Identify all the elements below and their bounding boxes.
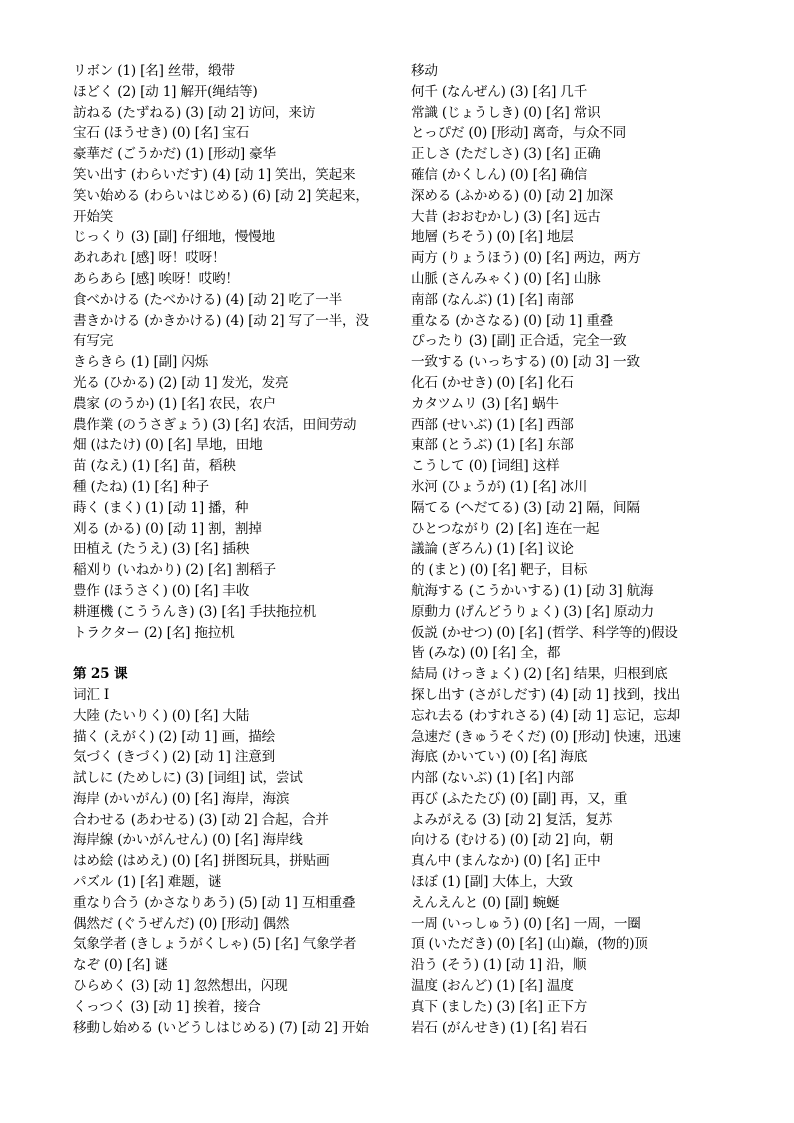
vocab-entry: カタツムリ (3) [名] 蜗牛 (411, 395, 559, 412)
vocab-entry: じっくり (3) [副] 仔细地，慢慢地 (73, 229, 275, 246)
vocab-entry: あらあら [感] 唉呀！哎哟！ (73, 270, 239, 287)
vocab-entry: 开始笑 (73, 208, 114, 225)
vocab-entry: 結局 (けっきょく) (2) [名] 结果，归根到底 (411, 666, 668, 683)
vocab-entry: パズル (1) [名] 难题，谜 (73, 874, 222, 891)
vocab-entry: こうして (0) [词组] 这样 (411, 458, 560, 475)
vocab-entry: 田植え (たうえ) (3) [名] 插秧 (73, 541, 250, 558)
vocab-entry: 笑い始める (わらいはじめる) (6) [动 2] 笑起来， (73, 187, 369, 204)
vocab-entry: 海岸 (かいがん) (0) [名] 海岸，海滨 (73, 790, 290, 807)
vocab-entry: 的 (まと) (0) [名] 靶子，目标 (411, 562, 588, 579)
vocab-entry: 豊作 (ほうさく) (0) [名] 丰收 (73, 582, 250, 599)
vocab-entry: ほぼ (1) [副] 大体上，大致 (411, 874, 573, 891)
vocab-entry: えんえんと (0) [副] 蜿蜒 (411, 894, 560, 911)
vocab-entry: 稲刈り (いねかり) (2) [名] 割稻子 (73, 562, 276, 579)
vocab-entry: 海底 (かいてい) (0) [名] 海底 (411, 749, 588, 766)
vocab-entry: 南部 (なんぶ) (1) [名] 南部 (411, 291, 574, 308)
vocab-entry: 蒔く (まく) (1) [动 1] 播，种 (73, 499, 249, 516)
vocab-entry: よみがえる (3) [动 2] 复活，复苏 (411, 811, 613, 828)
vocab-entry: 温度 (おんど) (1) [名] 温度 (411, 978, 574, 995)
vocab-entry: 内部 (ないぶ) (1) [名] 内部 (411, 770, 574, 787)
vocab-entry: 頂 (いただき) (0) [名] (山)巅，(物的)顶 (411, 936, 648, 953)
vocab-entry: ひらめく (3) [动 1] 忽然想出，闪现 (73, 978, 288, 995)
vocab-entry: 大昔 (おおむかし) (3) [名] 远古 (411, 208, 601, 225)
vocab-entry: 議論 (ぎろん) (1) [名] 议论 (411, 541, 574, 558)
vocab-entry: きらきら (1) [副] 闪烁 (73, 354, 208, 371)
vocab-entry: 畑 (はたけ) (0) [名] 旱地，田地 (73, 437, 263, 454)
vocab-entry: あれあれ [感] 呀！哎呀！ (73, 250, 226, 267)
vocab-entry: 気づく (きづく) (2) [动 1] 注意到 (73, 749, 276, 766)
vocab-entry: 宝石 (ほうせき) (0) [名] 宝石 (73, 125, 250, 142)
vocab-entry: 種 (たね) (1) [名] 种子 (73, 478, 209, 495)
vocab-entry: ひとつながり (2) [名] 连在一起 (411, 520, 600, 537)
vocab-entry: 耕運機 (こううんき) (3) [名] 手扶拖拉机 (73, 603, 317, 620)
vocab-entry: 描く (えがく) (2) [动 1] 画，描绘 (73, 728, 276, 745)
vocab-entry: 刈る (かる) (0) [动 1] 割，割掉 (73, 520, 262, 537)
vocab-entry: 深める (ふかめる) (0) [动 2] 加深 (411, 187, 614, 204)
vocab-entry: 海岸線 (かいがんせん) (0) [名] 海岸线 (73, 832, 303, 849)
vocab-entry: 再び (ふたたび) (0) [副] 再，又，重 (411, 790, 628, 807)
vocab-entry: 真下 (ました) (3) [名] 正下方 (411, 998, 588, 1015)
vocab-entry: リボン (1) [名] 丝带，缎带 (73, 63, 235, 79)
vocab-entry: 重なる (かさなる) (0) [动 1] 重叠 (411, 312, 614, 329)
vocab-entry: なぞ (0) [名] 谜 (73, 957, 168, 974)
vocab-entry: 苗 (なえ) (1) [名] 苗，稻秧 (73, 458, 236, 475)
vocab-entry: とっぴだ (0) [形动] 离奇，与众不同 (411, 125, 627, 142)
vocab-entry: 偶然だ (ぐうぜんだ) (0) [形动] 偶然 (73, 915, 290, 932)
vocab-entry: 移动 (411, 63, 438, 79)
vocab-entry: 気象学者 (きしょうがくしゃ) (5) [名] 气象学者 (73, 936, 357, 953)
vocab-entry: 隔てる (へだてる) (3) [动 2] 隔，间隔 (411, 499, 640, 516)
right-column (411, 61, 711, 1038)
vocab-entry: 探し出す (さがしだす) (4) [动 1] 找到，找出 (411, 686, 681, 703)
vocab-entry: 山脈 (さんみゃく) (0) [名] 山脉 (411, 270, 601, 287)
vocab-entry: 東部 (とうぶ) (1) [名] 东部 (411, 437, 574, 454)
vocab-entry: 地層 (ちそう) (0) [名] 地层 (411, 229, 574, 246)
vocab-entry: 豪華だ (ごうかだ) (1) [形动] 豪华 (73, 146, 276, 163)
vocab-entry: 原動力 (げんどうりょく) (3) [名] 原动力 (411, 603, 655, 620)
vocab-entry: 訪ねる (たずねる) (3) [动 2] 访问，来访 (73, 104, 316, 121)
vocab-entry: ぴったり (3) [副] 正合适，完全一致 (411, 333, 627, 350)
left-column (73, 61, 391, 1038)
vocab-entry: 急速だ (きゅうそくだ) (0) [形动] 快速，迅速 (411, 728, 681, 745)
vocab-entry: 両方 (りょうほう) (0) [名] 两边，两方 (411, 250, 641, 267)
vocab-entry: 忘れ去る (わすれさる) (4) [动 1] 忘记，忘却 (411, 707, 681, 724)
vocab-entry: 一周 (いっしゅう) (0) [名] 一周，一圈 (411, 915, 641, 932)
vocab-entry: 大陸 (たいりく) (0) [名] 大陆 (73, 707, 250, 724)
vocab-entry: 書きかける (かきかける) (4) [动 2] 写了一半，没 (73, 312, 369, 329)
vocab-entry: 岩石 (がんせき) (1) [名] 岩石 (411, 1019, 588, 1036)
vocab-entry: 試しに (ためしに) (3) [词组] 试，尝试 (73, 770, 303, 787)
lesson-heading: 第 25 课 (73, 666, 128, 683)
vocab-entry: 合わせる (あわせる) (3) [动 2] 合起，合并 (73, 811, 329, 828)
vocab-entry: 常識 (じょうしき) (0) [名] 常识 (411, 104, 601, 121)
vocab-entry: 有写完 (73, 333, 114, 350)
vocab-entry: 農作業 (のうさぎょう) (3) [名] 农活，田间劳动 (73, 416, 357, 433)
vocab-entry: 皆 (みな) (0) [名] 全，都 (411, 645, 561, 662)
vocab-entry: ほどく (2) [动 1] 解开(绳结等) (73, 83, 258, 100)
vocab-entry: 词汇 I (73, 686, 110, 703)
vocab-entry: 一致する (いっちする) (0) [动 3] 一致 (411, 354, 640, 371)
vocab-entry: トラクター (2) [名] 拖拉机 (73, 624, 235, 641)
blank-line (73, 643, 391, 664)
vocab-entry: くっつく (3) [动 1] 挨着，接合 (73, 998, 261, 1015)
vocab-entry: 食べかける (たべかける) (4) [动 2] 吃了一半 (73, 291, 343, 308)
vocab-entry: 何千 (なんぜん) (3) [名] 几千 (411, 83, 588, 100)
vocab-entry: 正しさ (ただしさ) (3) [名] 正确 (411, 146, 601, 163)
vocab-entry: はめ絵 (はめえ) (0) [名] 拼图玩具，拼贴画 (73, 853, 330, 870)
vocab-entry: 光る (ひかる) (2) [动 1] 发光，发亮 (73, 374, 289, 391)
vocab-entry: 農家 (のうか) (1) [名] 农民，农户 (73, 395, 276, 412)
vocab-entry: 航海する (こうかいする) (1) [动 3] 航海 (411, 582, 654, 599)
vocab-entry: 笑い出す (わらいだす) (4) [动 1] 笑出，笑起来 (73, 166, 356, 183)
vocab-entry: 氷河 (ひょうが) (1) [名] 冰川 (411, 478, 588, 495)
vocab-entry: 沿う (そう) (1) [动 1] 沿，顺 (411, 957, 587, 974)
vocab-entry: 化石 (かせき) (0) [名] 化石 (411, 374, 574, 391)
vocab-entry: 向ける (むける) (0) [动 2] 向，朝 (411, 832, 614, 849)
vocab-entry: 移動し始める (いどうしはじめる) (7) [动 2] 开始 (73, 1019, 369, 1036)
vocab-entry: 真ん中 (まんなか) (0) [名] 正中 (411, 853, 601, 870)
vocab-entry: 仮説 (かせつ) (0) [名] (哲学、科学等的)假设 (411, 624, 678, 641)
vocab-entry: 重なり合う (かさなりあう) (5) [动 1] 互相重叠 (73, 894, 356, 911)
vocab-entry: 確信 (かくしん) (0) [名] 确信 (411, 166, 588, 183)
vocab-entry: 西部 (せいぶ) (1) [名] 西部 (411, 416, 574, 433)
